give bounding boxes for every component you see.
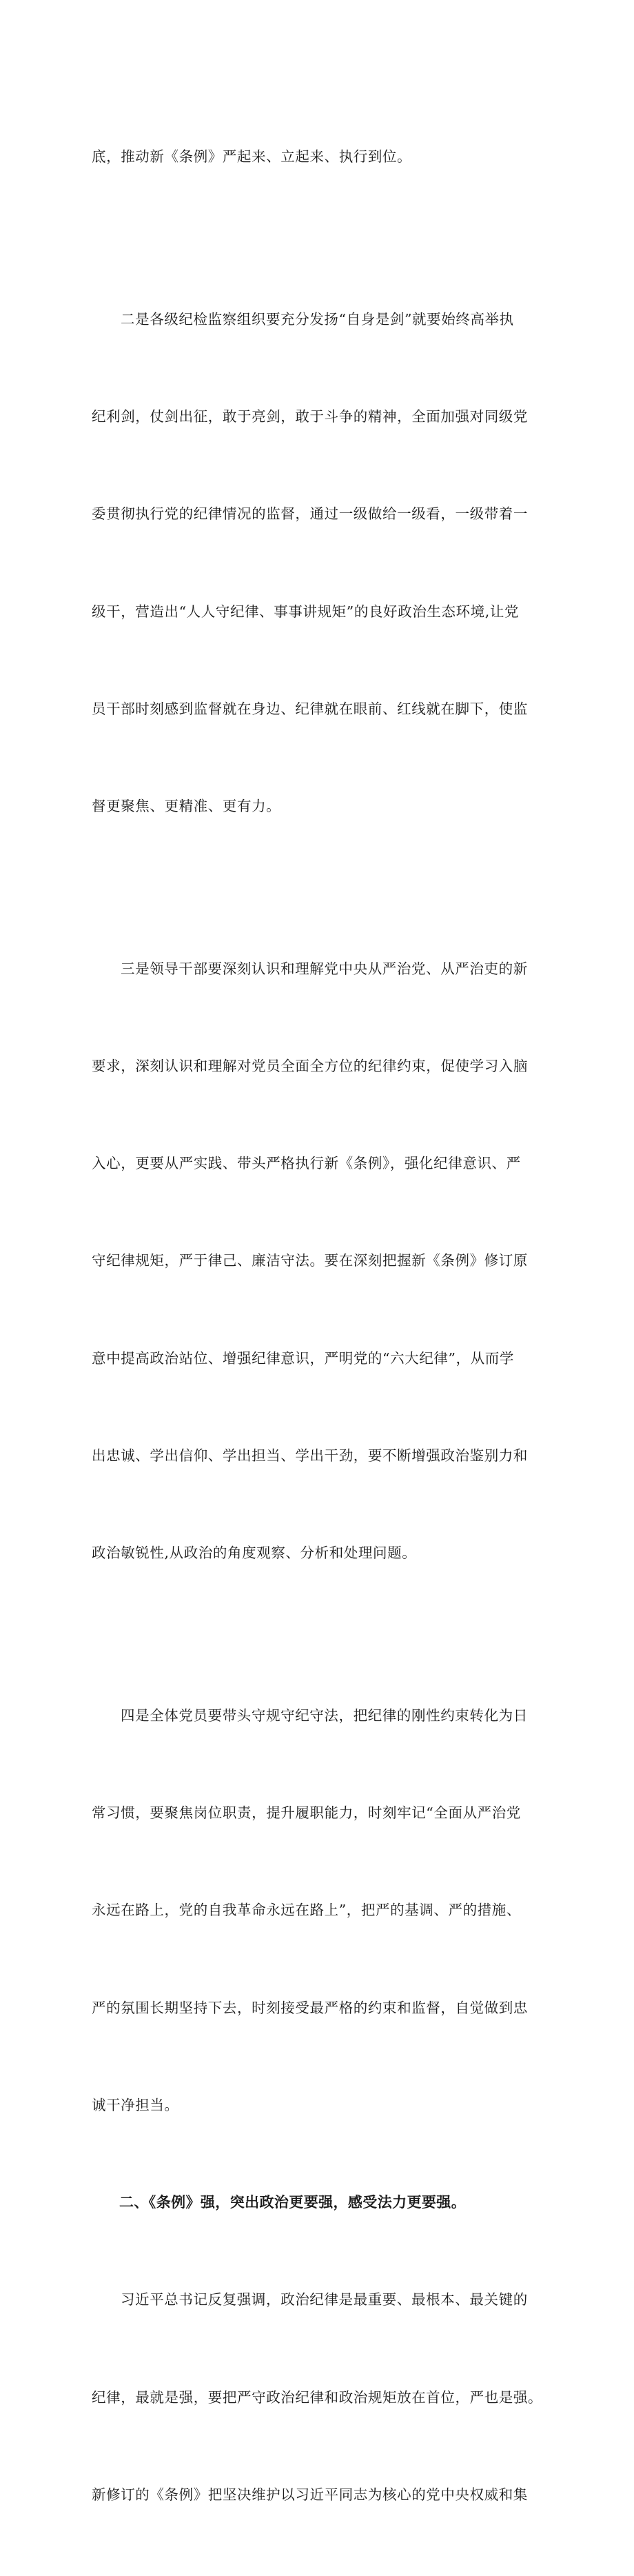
text-line: 督更聚焦、更精准、更有力。	[92, 798, 281, 815]
text-line: 纪律，最就是强，要把严守政治纪律和政治规矩放在首位，严也是强。	[92, 2388, 543, 2406]
text-line: 常习惯，要聚焦岗位职责，提升履职能力，时刻牢记“全面从严治党	[92, 1804, 521, 1821]
paragraph-third-point	[92, 887, 543, 1634]
text-line: 纪利剑，仗剑出征，敢于亮剑，敢于斗争的精神，全面加强对同级党	[92, 407, 528, 425]
text-line: 三是领导干部要深刻认识和理解党中央从严治党、从严治吏的新	[121, 960, 528, 977]
text-line: 入心，更要从严实践、带头严格执行新《条例》，强化纪律意识、严	[92, 1155, 521, 1172]
text-line: 意中提高政治站位、增强纪律意识，严明党的“六大纪律”，从而学	[92, 1349, 514, 1367]
text-line: 新修订的《条例》把坚决维护以习近平同志为核心的党中央权威和集	[92, 2486, 528, 2503]
text-line: 习近平总书记反复强调，政治纪律是最重要、最根本、最关键的	[121, 2291, 528, 2308]
text-line: 委贯彻执行党的纪律情况的监督，通过一级做给一级看，一级带着一	[92, 505, 528, 523]
text-line: 四是全体党员要带头守规守纪守法，把纪律的刚性约束转化为日	[121, 1707, 528, 1724]
text-line: 诚干净担当。	[92, 2096, 179, 2113]
text-line: 员干部时刻感到监督就在身边、纪律就在眼前、红线就在脚下，使监	[92, 700, 528, 717]
text-line: 严的氛围长期坚持下去，时刻接受最严格的约束和监督，自觉做到忠	[92, 1999, 528, 2016]
text-line: 永远在路上，党的自我革命永远在路上”，把严的基调、严的措施、	[92, 1902, 521, 1919]
paragraph-second-point	[92, 238, 543, 887]
paragraph-fourth-point	[92, 1635, 543, 2187]
text-line: 要求，深刻认识和理解对党员全面全方位的纪律约束，促使学习入脑	[92, 1057, 528, 1074]
text-line: 二是各级纪检监察组织要充分发扬“自身是剑”就要始终高举执	[121, 310, 514, 328]
text-line: 政治敏锐性,从政治的角度观察、分析和处理问题。	[92, 1544, 417, 1562]
paragraph-section-intro	[92, 2219, 543, 2576]
text-line: 底，推动新《条例》严起来、立起来、执行到位。	[92, 148, 412, 165]
section-heading: 二、《条例》强，突出政治更要强，感受法力更要强。	[119, 2194, 467, 2211]
text-line: 守纪律规矩，严于律己、廉洁守法。要在深刻把握新《条例》修订原	[92, 1252, 528, 1269]
document-body	[92, 76, 543, 2576]
text-line: 级干，营造出“人人守纪律、事事讲规矩”的良好政治生态环境,让党	[92, 603, 520, 620]
text-line: 出忠诚、学出信仰、学出担当、学出干劲，要不断增强政治鉴别力和	[92, 1447, 528, 1464]
paragraph-continuation	[92, 76, 543, 238]
